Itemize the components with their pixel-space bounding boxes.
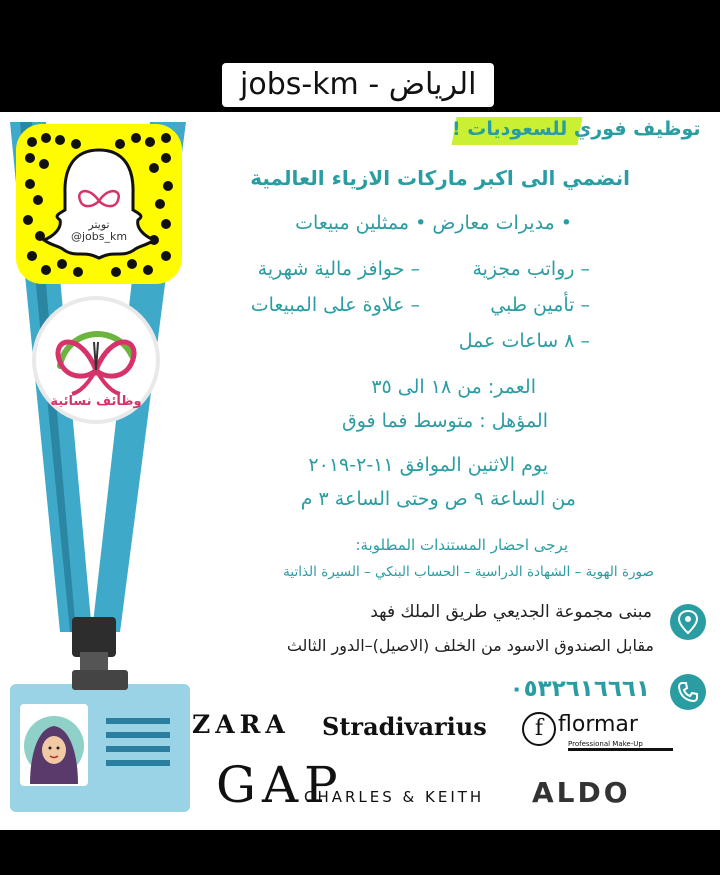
phone-number: ٠٥٣٢٦١٦٦٦١ — [509, 676, 650, 702]
benefit-item: – تأمين طبي — [490, 294, 590, 316]
job-ad-image — [0, 112, 720, 830]
documents-list: صورة الهوية – الشهادة الدراسية – الحساب البنكي – السيرة الذاتية — [283, 564, 654, 580]
badge-line — [106, 718, 170, 724]
benefit-item: – ٨ ساعات عمل — [458, 330, 590, 352]
benefit-item: – حوافز مالية شهرية — [257, 258, 420, 280]
hiring-banner: توظيف فوري للسعوديات ! — [452, 118, 701, 140]
brand-charles-keith: CHARLES & KEITH — [304, 788, 485, 806]
qualification: المؤهل : متوسط فما فوق — [341, 410, 548, 432]
address-line-1: مبنى مجموعة الجديعي طريق الملك فهد — [370, 602, 652, 622]
badge-clip — [72, 670, 128, 690]
badge-line — [106, 732, 170, 738]
brand-flormar-tagline: Professional Make-Up — [568, 740, 673, 751]
brand-flormar: flormar — [558, 712, 638, 737]
story-header — [0, 0, 720, 112]
benefit-item: – علاوة على المبيعات — [250, 294, 420, 316]
snapcode-handle: @jobs_km — [70, 230, 128, 243]
address-line-2: مقابل الصندوق الاسود من الخلف (الاصيل)–الدور الثالث — [286, 636, 654, 655]
brand-gap: GAP — [216, 756, 344, 814]
documents-title: يرجى احضار المستندات المطلوبة: — [355, 536, 568, 554]
benefit-item: – رواتب مجزية — [472, 258, 590, 280]
logo-text: وظائف نسائية — [50, 394, 142, 409]
snapcode — [16, 124, 182, 284]
badge-line — [106, 746, 170, 752]
snapcode-label: تويتر — [88, 218, 110, 231]
positions: • مديرات معارض • ممثلين مبيعات — [295, 212, 572, 234]
phone-icon — [670, 674, 706, 710]
flormar-icon: f — [522, 712, 556, 746]
badge-line — [106, 760, 170, 766]
brand-stradivarius: Stradivarius — [322, 712, 487, 741]
story-title: jobs-km - الرياض — [222, 63, 494, 107]
woman-avatar-icon — [20, 704, 88, 786]
location-pin-icon — [670, 604, 706, 640]
badge-photo-frame — [20, 704, 88, 786]
butterfly-mini-icon — [74, 186, 124, 216]
brand-logo — [36, 300, 156, 420]
id-badge — [10, 684, 190, 812]
headline: انضمي الى اكبر ماركات الازياء العالمية — [250, 166, 630, 190]
brand-aldo: ALDO — [532, 776, 631, 809]
age-requirement: العمر: من ١٨ الى ٣٥ — [371, 376, 536, 398]
interview-time: من الساعة ٩ ص وحتى الساعة ٣ م — [300, 488, 576, 510]
interview-date: يوم الاثنين الموافق ١١-٢-٢٠١٩ — [308, 454, 548, 476]
brand-zara: ZARA — [192, 710, 290, 739]
story-footer — [0, 830, 720, 875]
